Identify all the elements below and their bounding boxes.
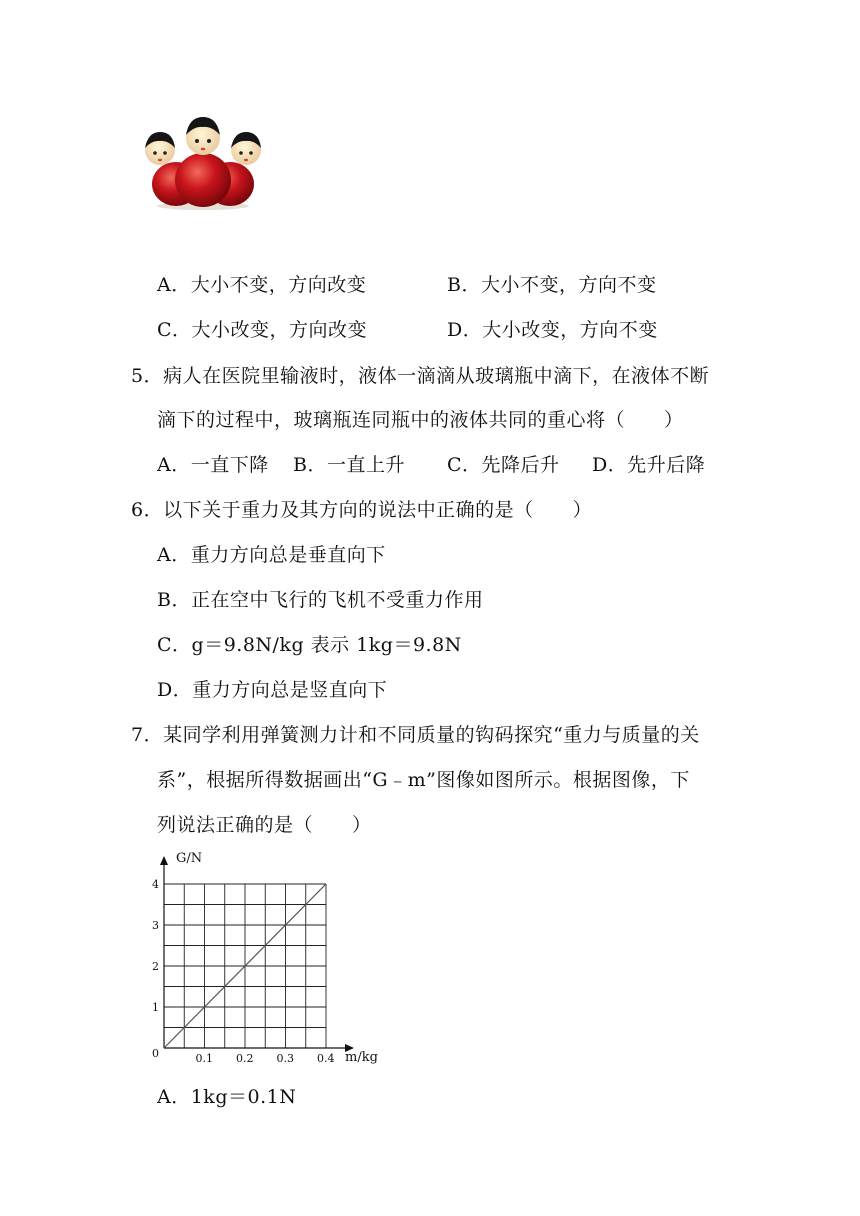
q5-stem-line-1: 5．病人在医院里输液时，液体一滴滴从玻璃瓶中滴下，在液体不断 [131, 365, 710, 387]
q7-stem-line-1: 7．某同学利用弹簧测力计和不同质量的钩码探究“重力与质量的关 [131, 724, 700, 746]
x-tick-label: 0.2 [236, 1052, 254, 1065]
q4-option-c: C．大小改变，方向改变 [157, 319, 368, 341]
q5-option-d: D．先升后降 [592, 454, 706, 476]
tumbler-dolls-image [128, 108, 278, 216]
y-axis-label: G/N [176, 851, 203, 866]
q7-option-a: A．1kg＝0.1N [157, 1086, 297, 1108]
x-tick-label: 0.1 [195, 1052, 213, 1065]
q6-option-c: C．g＝9.8N/kg 表示 1kg＝9.8N [157, 634, 462, 656]
q7-stem-line-3: 列说法正确的是（ ） [157, 814, 372, 836]
y-tick-label: 2 [152, 960, 159, 973]
y-tick-label: 3 [152, 919, 159, 932]
q5-option-c: C．先降后升 [447, 454, 560, 476]
q6-option-b: B．正在空中飞行的飞机不受重力作用 [157, 589, 484, 611]
q4-option-a: A．大小不变，方向改变 [157, 274, 367, 296]
q6-option-a: A．重力方向总是垂直向下 [157, 544, 386, 566]
origin-label: 0 [152, 1047, 159, 1060]
q5-option-b: B．一直上升 [293, 454, 405, 476]
y-axis-arrow [160, 856, 168, 865]
q5-option-a: A．一直下降 [157, 454, 269, 476]
q4-option-d: D．大小改变，方向不变 [447, 319, 658, 341]
q6-stem: 6．以下关于重力及其方向的说法中正确的是（ ） [131, 499, 593, 521]
x-tick-label: 0.3 [276, 1052, 294, 1065]
q7-stem-line-2: 系”，根据所得数据画出“G﹣m”图像如图所示。根据图像，下 [157, 769, 690, 791]
x-tick-label: 0.4 [317, 1052, 335, 1065]
q5-stem-line-2: 滴下的过程中，玻璃瓶连同瓶中的液体共同的重心将（ ） [157, 409, 684, 431]
g-m-chart [140, 848, 390, 1073]
y-tick-label: 1 [152, 1001, 159, 1014]
q4-option-b: B．大小不变，方向不变 [447, 274, 657, 296]
q6-option-d: D．重力方向总是竖直向下 [157, 679, 388, 701]
y-tick-label: 4 [152, 878, 159, 891]
x-axis-label: m/kg [345, 1050, 378, 1065]
